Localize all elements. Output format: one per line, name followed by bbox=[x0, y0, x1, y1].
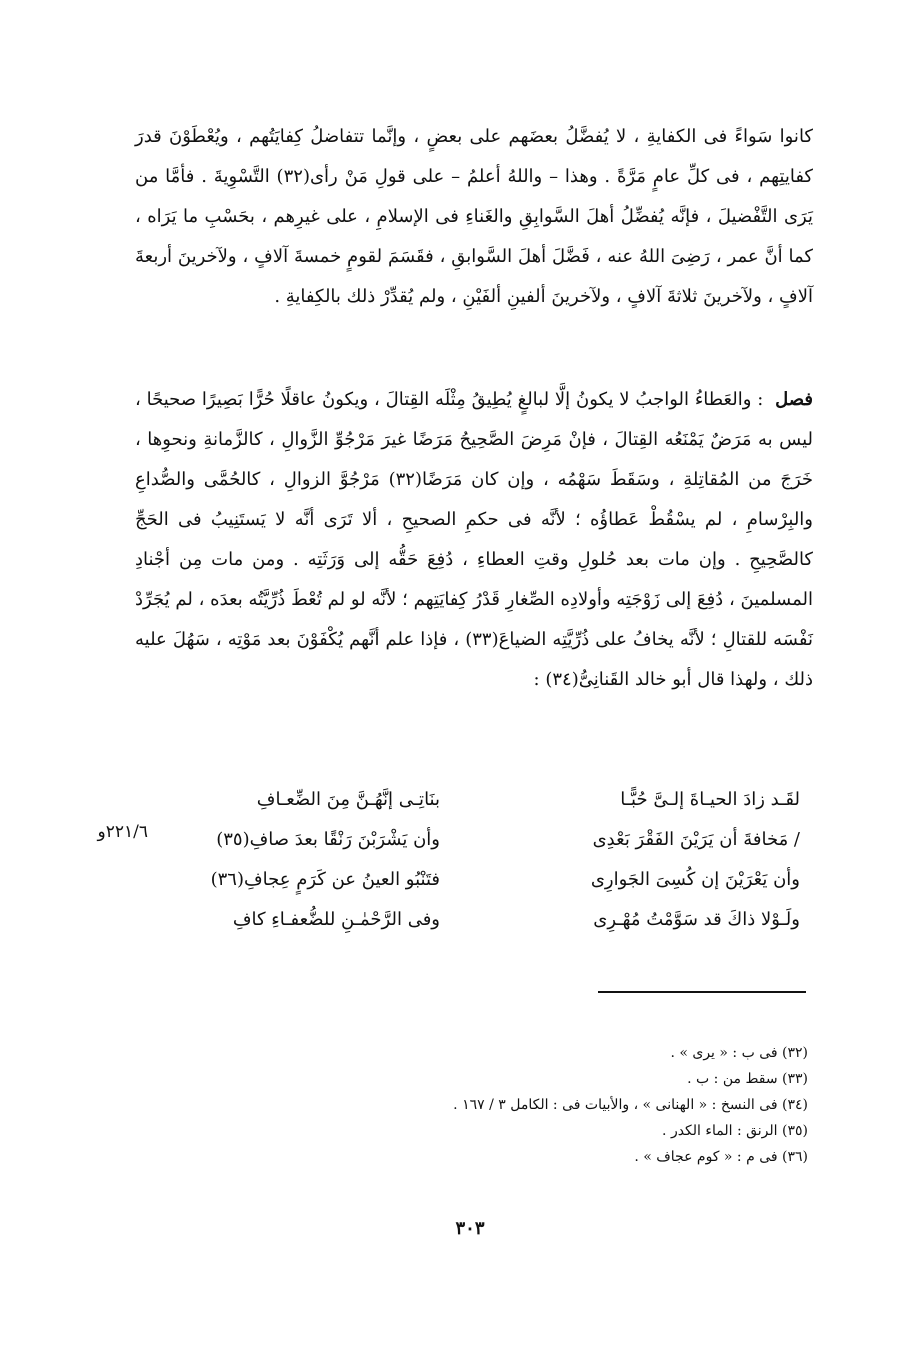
manuscript-folio-note: ٢٢١/٦و bbox=[97, 822, 148, 842]
poem-first-hemistich: / مَخافةَ أن يَرَيْنَ الفَقْرَ بَعْدِى bbox=[592, 829, 800, 850]
poem-second-hemistich: فتَنْبُو العينُ عن كَرَمٍ عِجافِ(٣٦) bbox=[210, 869, 440, 890]
footnotes bbox=[240, 1040, 808, 1170]
poem-second-hemistich: وفى الرَّحْمٰـنِ للضُّعفـاءِ كافِ bbox=[232, 909, 440, 930]
poem-first-hemistich: وأن يَعْرَيْنَ إن كُسِىَ الجَوارِى bbox=[590, 869, 800, 890]
poem-second-hemistich: بنَاتِـى إنَّهُـنَّ مِنَ الضِّعـافِ bbox=[256, 789, 440, 810]
footnote: (٣٦) فى م : « كوم عجاف » . bbox=[634, 1149, 808, 1165]
body-paragraph-2 bbox=[135, 380, 813, 700]
poem bbox=[160, 780, 800, 940]
footnote: (٣٣) سقط من : ب . bbox=[687, 1071, 808, 1087]
poem-verse bbox=[160, 780, 800, 820]
poem-verse bbox=[160, 860, 800, 900]
poem-second-hemistich: وأن يَشْرَبْنَ رَنْقًا بعدَ صافِ(٣٥) bbox=[216, 829, 440, 850]
footnote-divider bbox=[598, 991, 806, 993]
footnote: (٣٤) فى النسخ : « الهنانى » ، والأبيات فى : الكامل ٣ / ١٦٧ . bbox=[453, 1097, 808, 1113]
footnote: (٣٥) الرنق : الماء الكدر . bbox=[662, 1123, 808, 1139]
poem-first-hemistich: لقَـد زادَ الحيـاةَ إلـىَّ حُبًّـا bbox=[620, 789, 800, 810]
section-heading: فصل bbox=[775, 389, 813, 410]
poem-verse bbox=[160, 900, 800, 940]
body-paragraph-1: كانوا سَواءً فى الكفايةِ ، لا يُفضَّلُ بعضَهم على بعضٍ ، وإنَّما تتفاضلُ كِفايَتُهم ، ويُعْطَوْنَ قدرَ كفايتِهم ، فى كلِّ عامٍ مَرَّةً . وهذا – واللهُ أعلمُ – على قولِ مَنْ رأى(٣٢) التَّسْوِيةَ . فأمَّا من يَرَى التَّفْضيلَ ، فإنَّه يُفضِّلُ أهلَ السَّوابِقِ والغَناءِ فى الإسلامِ ، على غيرِهم ، بحَسْبِ ما يَرَاه ، كما أنَّ عمر ، رَضِىَ اللهُ عنه ، فَضَّلَ أهلَ السَّوابقِ ، فقَسَمَ لقومٍ خمسةَ آلافٍ ، ولآخرينَ أربعةَ آلافٍ ، ولآخرينَ ثلاثةَ آلافٍ ، ولآخرينَ ألفينِ ألفَيْنِ ، ولم يُقدِّرْ ذلك بالكِفايةِ . bbox=[135, 126, 813, 307]
poem-verse bbox=[160, 820, 800, 860]
footnote: (٣٢) فى ب : « يرى » . bbox=[670, 1045, 808, 1061]
page-number: ٣٠٣ bbox=[455, 1218, 485, 1239]
poem-first-hemistich: ولَـوْلا ذاكَ قد سَوَّمْتُ مُهْـرِى bbox=[593, 909, 800, 930]
body-paragraph-2-text: : والعَطاءُ الواجبُ لا يكونُ إلَّا لبالغٍ يُطِيقُ مِثْلَه القِتالَ ، ويكونُ عاقلًا حُرًّا بَصِيرًا صحيحًا ، ليس به مَرَضٌ يَمْنَعُه القِتالَ ، فإنْ مَرِضَ الصَّحِيحُ مَرَضًا غيرَ مَرْجُوِّ الزَّوالِ ، كالزَّمانةِ ونحوِها ، خَرَجَ من المُقاتِلةِ ، وسَقَطَ سَهْمُه ، وإن كان مَرَضًا(٣٢) مَرْجُوَّ الزوالِ ، كالحُمَّى والصُّداعِ والبِرْسامِ ، لم يسْقُطْ عَطاؤُه ؛ لأنَّه فى حكمِ الصحيحِ ، ألا تَرَى أنَّه لا يَستَنِيبُ فى الحَجِّ كالصَّحِيحِ . وإن مات بعد حُلولِ وقتِ العطاءِ ، دُفِعَ حَقُّه إلى وَرَثَتِه . ومن مات مِن أجْنادِ المسلمينَ ، دُفِعَ إلى زَوْجَتِه وأولادِه الصِّغارِ قَدْرُ كِفايَتِهم ؛ لأنَّه لو لم تُعْطَ ذُرِّيَّتُه بعدَه ، لم يُجَرِّدْ نَفْسَه للقتالِ ؛ لأنَّه يخافُ على ذُرِّيَّتِه الضياعَ(٣٣) ، فإذا علم أنَّهم يُكْفَوْنَ بعد مَوْتِه ، سَهُلَ عليه ذلك ، ولهذا قال أبو خالد القَنانِىُّ(٣٤) : bbox=[135, 389, 814, 690]
